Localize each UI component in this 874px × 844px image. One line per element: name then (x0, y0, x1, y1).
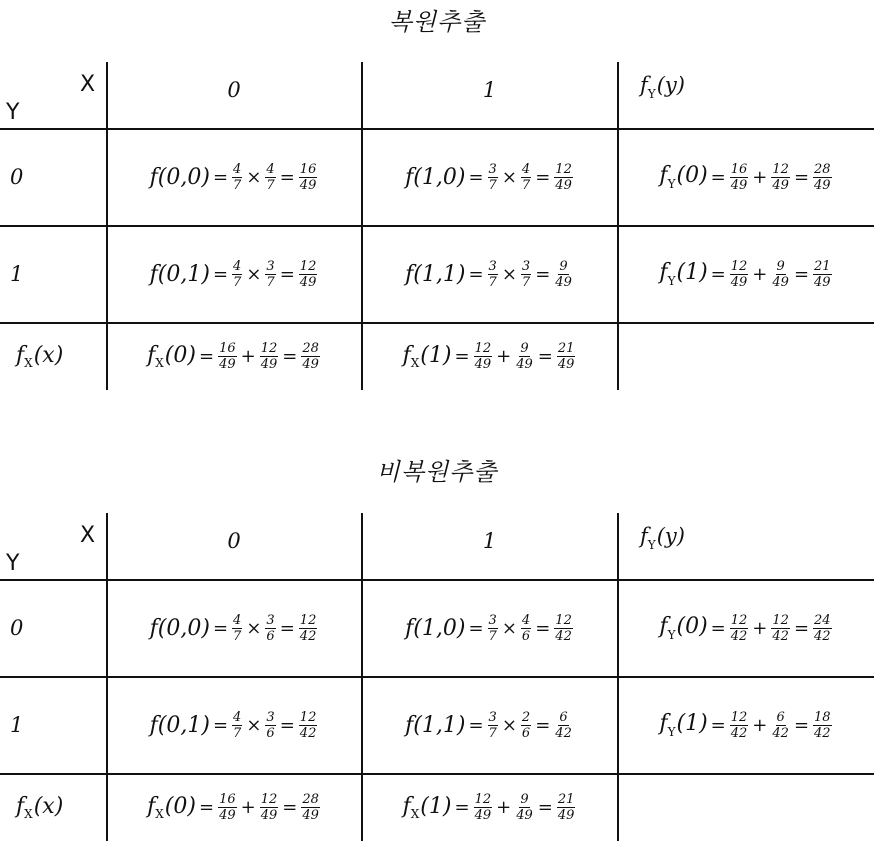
denominator: 49 (555, 177, 572, 193)
probability-equation (147, 342, 321, 371)
marginal-x-cell (362, 323, 617, 390)
fraction (265, 711, 275, 740)
equals-sign: = (793, 166, 810, 188)
denominator: 49 (730, 274, 748, 290)
times-sign: × (246, 714, 262, 736)
denominator: 49 (814, 274, 831, 290)
fraction (474, 793, 493, 822)
fraction (557, 342, 576, 371)
equals-sign: = (454, 346, 470, 367)
fraction (771, 260, 790, 289)
denominator: 6 (521, 725, 531, 741)
denominator: 49 (516, 808, 533, 823)
probability-equation (150, 163, 319, 192)
numerator: 12 (299, 258, 317, 274)
times-sign: × (246, 263, 262, 285)
fraction (730, 711, 749, 740)
column-header-x1 (362, 62, 617, 118)
fraction (299, 614, 318, 643)
y-axis-label: Y (6, 551, 20, 576)
probability-equation (659, 260, 832, 289)
numerator: 9 (776, 258, 785, 274)
equals-sign: = (212, 263, 229, 285)
denominator: 49 (814, 177, 831, 193)
equals-sign: = (212, 714, 229, 736)
fraction (813, 260, 832, 289)
equals-sign: = (710, 714, 726, 736)
column-header-label: 1 (482, 529, 497, 553)
numerator: 12 (474, 792, 492, 807)
denominator: 42 (814, 628, 831, 644)
marginal-y-cell (618, 677, 874, 773)
denominator: 7 (488, 177, 497, 193)
fraction (557, 793, 576, 822)
marginal-y-cell (618, 129, 874, 225)
subscript: Y (647, 537, 656, 552)
fraction (521, 614, 531, 643)
numerator: 16 (730, 161, 748, 177)
equals-sign: = (535, 263, 551, 285)
equals-sign: = (454, 797, 470, 818)
denominator: 42 (555, 628, 572, 644)
denominator: 49 (260, 357, 278, 372)
equation-lhs: f(1,1) (405, 712, 466, 738)
denominator: 49 (557, 357, 575, 372)
x-axis-label: X (80, 523, 96, 548)
probability-equation (150, 614, 319, 643)
denominator: 42 (730, 628, 748, 644)
fraction (488, 260, 498, 289)
fraction (515, 793, 534, 822)
equals-sign: = (537, 346, 553, 367)
y-axis-label: Y (6, 100, 20, 125)
fraction (232, 614, 242, 643)
joint-prob-cell (362, 129, 617, 225)
numerator: 3 (521, 258, 531, 274)
numerator: 3 (488, 709, 497, 725)
numerator: 4 (233, 709, 242, 725)
numerator: 16 (299, 161, 317, 177)
numerator: 3 (488, 258, 497, 274)
denominator: 7 (266, 177, 275, 193)
plus-sign: + (752, 714, 768, 736)
numerator: 2 (521, 709, 531, 725)
row-label (10, 677, 100, 773)
fraction (301, 342, 320, 371)
joint-prob-cell (107, 677, 361, 773)
fraction (299, 711, 318, 740)
numerator: 18 (814, 709, 831, 725)
marginal-x-cell (362, 774, 617, 841)
equation-lhs: $f_X(1)$ (402, 342, 452, 371)
denominator: 42 (730, 725, 748, 741)
subscript: Y (647, 86, 656, 101)
denominator: 42 (555, 725, 572, 741)
numerator: 12 (260, 792, 278, 807)
equals-sign: = (793, 714, 810, 736)
subscript: X (155, 356, 164, 371)
fraction (301, 793, 320, 822)
denominator: 42 (814, 725, 831, 741)
column-header-label: $f_Y(y)$ (640, 73, 685, 101)
joint-prob-cell (362, 226, 617, 322)
fraction (299, 260, 318, 289)
subscript: Y (667, 724, 676, 739)
fraction (488, 163, 498, 192)
denominator: 42 (299, 725, 317, 741)
denominator: 49 (772, 177, 789, 193)
denominator: 6 (266, 628, 275, 644)
equals-sign: = (198, 346, 215, 367)
joint-prob-cell (107, 226, 361, 322)
numerator: 4 (266, 161, 275, 177)
column-header-label: $f_Y(y)$ (640, 524, 685, 552)
equals-sign: = (279, 617, 295, 639)
x-axis-label: X (80, 72, 96, 97)
joint-prob-cell (107, 580, 361, 676)
equals-sign: = (468, 617, 484, 639)
section-title: 비복원추출 (376, 458, 498, 486)
equals-sign: = (793, 263, 810, 285)
numerator: 3 (266, 709, 275, 725)
equation-lhs: f(0,0) (149, 164, 210, 190)
subscript: X (24, 356, 33, 371)
fraction (521, 260, 531, 289)
fraction (474, 342, 493, 371)
row-label (10, 580, 100, 676)
column-header-x0 (107, 62, 361, 118)
denominator: 49 (474, 357, 492, 372)
numerator: 12 (299, 709, 317, 725)
denominator: 49 (299, 177, 317, 193)
equation-lhs: f(0,0) (149, 615, 210, 641)
joint-distribution-table (0, 513, 874, 843)
denominator: 49 (302, 808, 319, 823)
denominator: 49 (219, 357, 236, 372)
denominator: 49 (219, 808, 236, 823)
fraction (299, 163, 318, 192)
row-label-text: $f_X(x)$ (16, 342, 64, 371)
fraction (218, 342, 237, 371)
numerator: 6 (559, 709, 568, 725)
equals-sign: = (279, 714, 295, 736)
probability-equation (403, 793, 577, 822)
column-header-label: 0 (227, 529, 241, 553)
numerator: 12 (555, 612, 572, 628)
numerator: 3 (488, 161, 497, 177)
fraction (488, 711, 498, 740)
equals-sign: = (468, 263, 484, 285)
denominator: 7 (521, 177, 531, 193)
fraction (232, 260, 242, 289)
probability-equation (403, 342, 577, 371)
equals-sign: = (535, 617, 551, 639)
equals-sign: = (279, 263, 295, 285)
fraction (813, 163, 832, 192)
numerator: 12 (772, 161, 789, 177)
fraction (813, 711, 832, 740)
subscript: Y (667, 273, 676, 288)
numerator: 28 (302, 792, 319, 807)
marginal-x-row-label (16, 323, 106, 390)
equation-lhs: $f_Y(0)$ (659, 614, 708, 642)
subscript: X (24, 807, 33, 822)
fraction (554, 260, 573, 289)
probability-equation (659, 711, 832, 740)
fraction (260, 793, 279, 822)
numerator: 3 (266, 258, 275, 274)
row-label-text: 1 (10, 262, 24, 286)
fraction (521, 711, 531, 740)
denominator: 49 (555, 274, 572, 290)
fraction (730, 614, 749, 643)
numerator: 16 (219, 792, 236, 807)
fraction (515, 342, 534, 371)
plus-sign: + (752, 263, 768, 285)
numerator: 12 (299, 612, 317, 628)
numerator: 24 (814, 612, 831, 628)
fraction (265, 163, 275, 192)
plus-sign: + (496, 797, 512, 818)
denominator: 49 (260, 808, 278, 823)
numerator: 16 (219, 341, 236, 356)
joint-prob-cell (107, 129, 361, 225)
column-header-label: 0 (227, 78, 241, 102)
denominator: 7 (266, 274, 275, 290)
numerator: 12 (555, 161, 572, 177)
denominator: 7 (233, 177, 242, 193)
equals-sign: = (468, 166, 484, 188)
marginal-y-cell (618, 226, 874, 322)
denominator: 42 (772, 628, 789, 644)
plus-sign: + (752, 617, 768, 639)
denominator: 7 (521, 274, 531, 290)
row-label (10, 226, 100, 322)
times-sign: × (246, 166, 262, 188)
marginal-x-row-label (16, 774, 106, 841)
fraction (771, 614, 790, 643)
numerator: 4 (233, 161, 242, 177)
row-label-text: 0 (10, 616, 24, 640)
probability-equation (147, 793, 321, 822)
equation-lhs: $f_X(0)$ (147, 793, 196, 822)
column-header-marginal-y (640, 62, 870, 112)
fraction (260, 342, 279, 371)
numerator: 12 (260, 341, 278, 356)
marginal-y-cell (618, 580, 874, 676)
column-header-x0 (107, 513, 361, 569)
probability-equation (405, 260, 574, 289)
denominator: 42 (299, 628, 317, 644)
equation-lhs: $f_Y(1)$ (659, 711, 708, 739)
equation-lhs: $f_Y(1)$ (659, 260, 708, 288)
fraction (730, 163, 749, 192)
denominator: 6 (266, 725, 275, 741)
fraction (554, 711, 573, 740)
numerator: 9 (520, 792, 529, 807)
numerator: 4 (521, 612, 531, 628)
equation-lhs: $f_X(0)$ (147, 342, 196, 371)
denominator: 49 (302, 357, 319, 372)
subscript: Y (667, 627, 676, 642)
probability-equation (405, 614, 574, 643)
equals-sign: = (793, 617, 810, 639)
denominator: 49 (772, 274, 789, 290)
denominator: 7 (233, 274, 242, 290)
numerator: 9 (559, 258, 568, 274)
equation-lhs: $f_Y(0)$ (659, 163, 708, 191)
equals-sign: = (279, 166, 295, 188)
numerator: 12 (730, 709, 748, 725)
probability-equation (659, 163, 832, 192)
denominator: 6 (521, 628, 531, 644)
numerator: 6 (776, 709, 785, 725)
denominator: 7 (488, 628, 497, 644)
equals-sign: = (710, 263, 726, 285)
equation-lhs: f(1,1) (405, 261, 466, 287)
denominator: 7 (488, 725, 497, 741)
equals-sign: = (212, 617, 229, 639)
numerator: 28 (814, 161, 831, 177)
fraction (232, 711, 242, 740)
times-sign: × (501, 617, 517, 639)
denominator: 42 (772, 725, 789, 741)
subscript: X (155, 807, 164, 822)
row-label-text: 1 (10, 713, 24, 737)
numerator: 3 (488, 612, 497, 628)
equals-sign: = (282, 346, 298, 367)
equals-sign: = (710, 617, 726, 639)
fraction (771, 711, 790, 740)
numerator: 4 (521, 161, 531, 177)
subscript: Y (667, 176, 676, 191)
fraction (771, 163, 790, 192)
joint-prob-cell (362, 677, 617, 773)
equals-sign: = (710, 166, 726, 188)
denominator: 49 (516, 357, 533, 372)
equals-sign: = (468, 714, 484, 736)
denominator: 49 (474, 808, 492, 823)
numerator: 4 (233, 258, 242, 274)
times-sign: × (501, 166, 517, 188)
fraction (730, 260, 749, 289)
probability-equation (405, 711, 574, 740)
joint-prob-cell (362, 580, 617, 676)
denominator: 49 (299, 274, 317, 290)
probability-equation (659, 614, 832, 643)
section-title: 복원추출 (388, 8, 486, 36)
equals-sign: = (537, 797, 553, 818)
subscript: X (410, 807, 420, 822)
denominator: 7 (233, 725, 242, 741)
fraction (813, 614, 832, 643)
subscript: X (410, 356, 420, 371)
denominator: 7 (233, 628, 242, 644)
numerator: 21 (557, 792, 575, 807)
row-label-text: 0 (10, 165, 24, 189)
numerator: 12 (474, 341, 492, 356)
numerator: 12 (730, 258, 748, 274)
column-header-label: 1 (482, 78, 497, 102)
times-sign: × (246, 617, 262, 639)
equals-sign: = (535, 714, 551, 736)
denominator: 7 (488, 274, 497, 290)
equation-lhs: f(0,1) (149, 712, 210, 738)
marginal-x-cell (107, 774, 361, 841)
column-header-x1 (362, 513, 617, 569)
denominator: 49 (557, 808, 575, 823)
probability-equation (150, 260, 319, 289)
plus-sign: + (496, 346, 512, 367)
numerator: 9 (520, 341, 529, 356)
equals-sign: = (212, 166, 229, 188)
marginal-x-cell (107, 323, 361, 390)
fraction (488, 614, 498, 643)
numerator: 28 (302, 341, 319, 356)
equals-sign: = (282, 797, 298, 818)
plus-sign: + (240, 797, 256, 818)
equation-lhs: f(1,0) (405, 615, 466, 641)
numerator: 21 (557, 341, 575, 356)
fraction (265, 614, 275, 643)
row-label (10, 129, 100, 225)
denominator: 49 (730, 177, 748, 193)
plus-sign: + (752, 166, 768, 188)
joint-distribution-table (0, 62, 874, 392)
column-header-marginal-y (640, 513, 870, 563)
fraction (265, 260, 275, 289)
equation-lhs: f(0,1) (149, 261, 210, 287)
plus-sign: + (240, 346, 256, 367)
fraction (554, 614, 573, 643)
numerator: 3 (266, 612, 275, 628)
times-sign: × (501, 714, 517, 736)
numerator: 4 (233, 612, 242, 628)
equals-sign: = (198, 797, 215, 818)
equation-lhs: f(1,0) (405, 164, 466, 190)
numerator: 12 (772, 612, 789, 628)
times-sign: × (501, 263, 517, 285)
fraction (521, 163, 531, 192)
fraction (554, 163, 573, 192)
fraction (232, 163, 242, 192)
row-label-text: $f_X(x)$ (16, 793, 64, 822)
equation-lhs: $f_X(1)$ (402, 793, 452, 822)
equals-sign: = (535, 166, 551, 188)
numerator: 12 (730, 612, 748, 628)
numerator: 21 (814, 258, 831, 274)
probability-equation (150, 711, 319, 740)
probability-equation (405, 163, 574, 192)
fraction (218, 793, 237, 822)
